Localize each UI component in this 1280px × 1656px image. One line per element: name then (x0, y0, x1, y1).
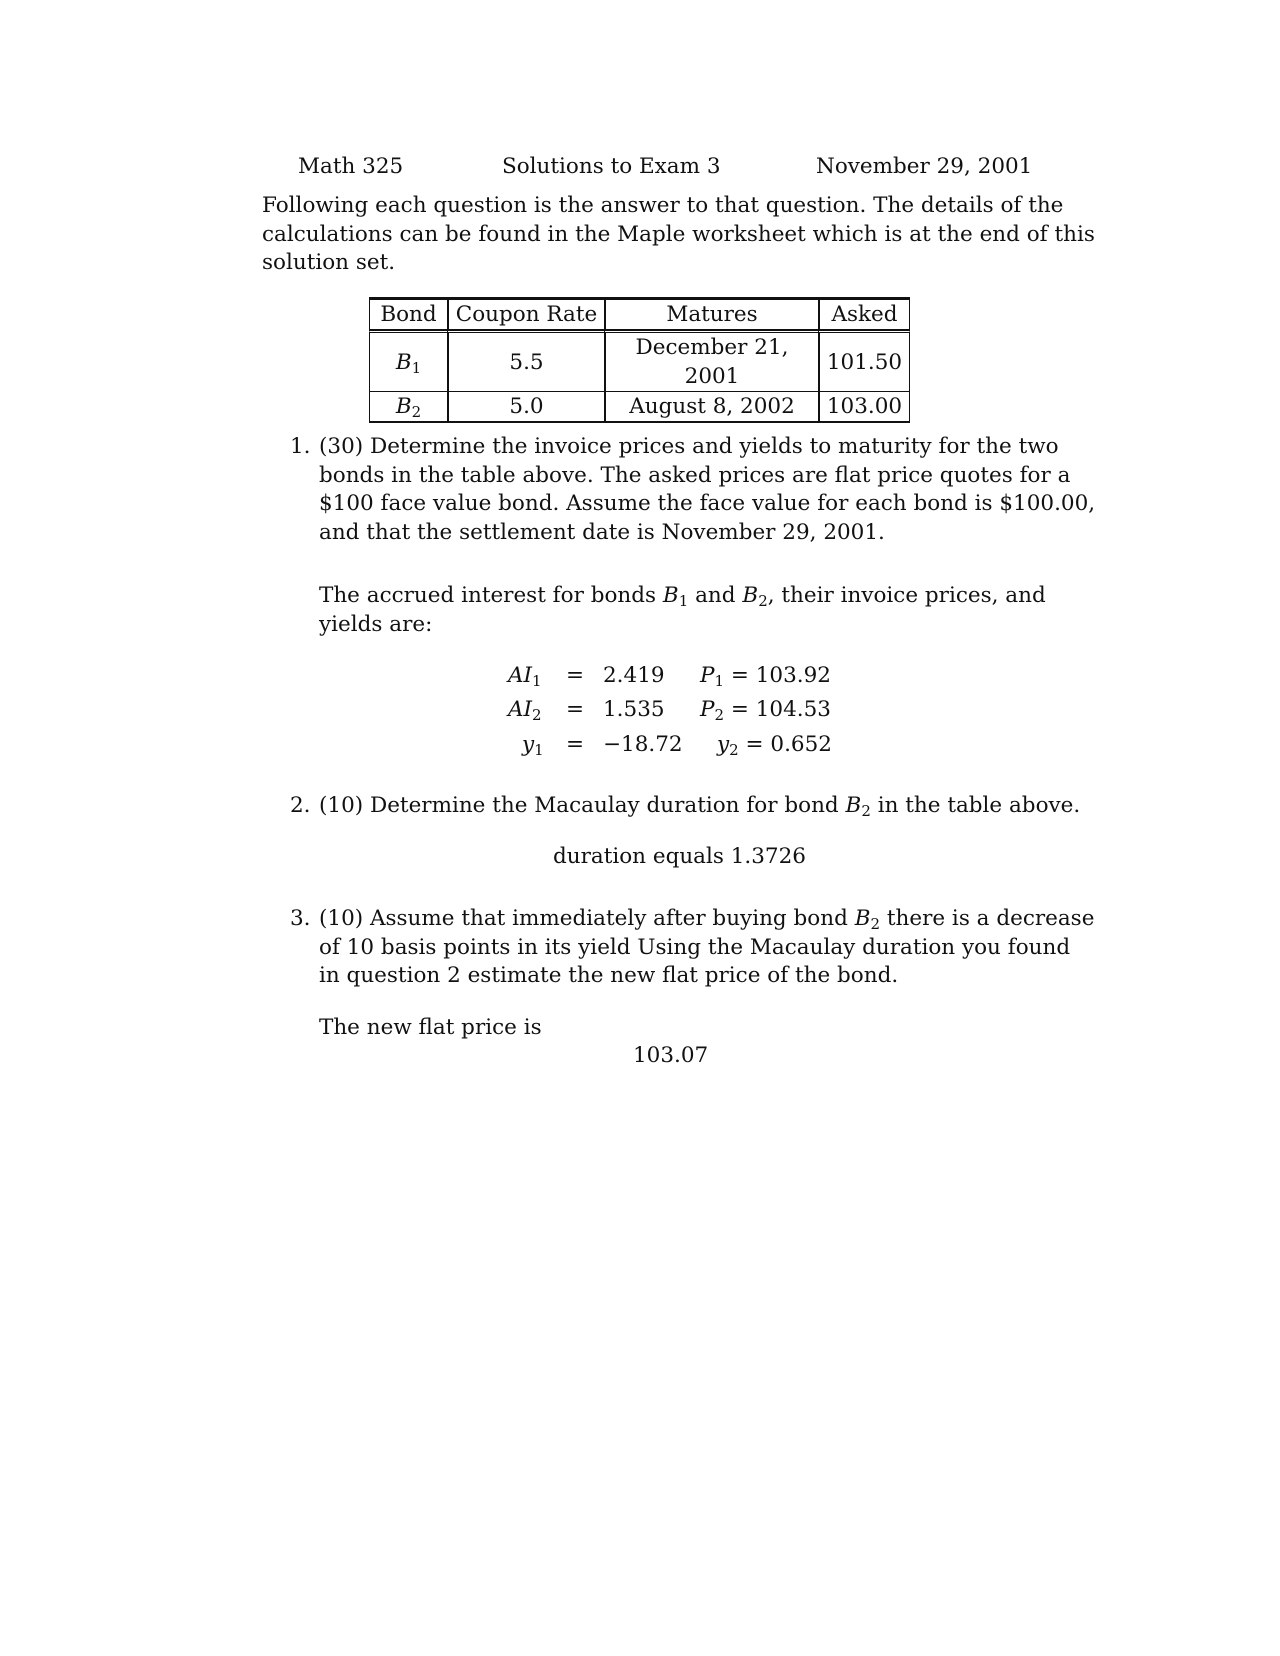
exam-date: November 29, 2001 (816, 154, 1033, 179)
col-header-coupon-rate: Coupon Rate (447, 298, 604, 330)
question-line: of 10 basis points in its yield Using the Macaulay duration you found (319, 934, 1071, 960)
question-number: 2. (290, 793, 311, 818)
question-2-answer: duration equals 1.3726 (553, 844, 806, 869)
ai1-label: $AI_1$ (508, 663, 542, 690)
y1-label: $y_1$ (522, 732, 544, 759)
intro-paragraph (262, 192, 1095, 278)
answer-intro-line: The accrued interest for bonds $B_1$ and $B_2$, their invoice prices, and (319, 583, 1046, 610)
equals-sign: = (566, 697, 585, 722)
question-line: and that the settlement date is November 29, 2001. (319, 519, 885, 545)
cell-asked: 103.00 (818, 391, 910, 423)
intro-line: Following each question is the answer to that question. The details of the (262, 193, 1064, 218)
question-line: (10) Assume that immediately after buying bond $B_2$ there is a decrease (319, 906, 1095, 933)
col-header-asked: Asked (818, 298, 910, 330)
question-line: $100 face value bond. Assume the face value for each bond is $100.00, (319, 491, 1096, 516)
cell-matures: December 21, 2001 (604, 330, 818, 391)
ai2-label: $AI_2$ (508, 697, 542, 724)
ai1-value: 2.419 (603, 663, 665, 688)
p2-equation: $P_2 = 104.53$ (700, 697, 831, 724)
table-header-row (369, 298, 910, 330)
question-number: 3. (290, 906, 311, 931)
ai2-value: 1.535 (603, 697, 665, 722)
page-title: Solutions to Exam 3 (502, 154, 721, 179)
intro-line: calculations can be found in the Maple worksheet which is at the end of this (262, 221, 1095, 247)
cell-bond: $B_2$ (369, 391, 447, 423)
cell-coupon: 5.0 (447, 391, 604, 423)
cell-bond: $B_1$ (369, 330, 447, 391)
intro-line: solution set. (262, 250, 396, 275)
equals-sign: = (566, 732, 585, 757)
cell-matures: August 8, 2002 (604, 391, 818, 423)
y1-value: −18.72 (603, 732, 683, 757)
table-row (369, 391, 910, 423)
question-1-answer-intro (319, 582, 1046, 639)
equals-sign: = (566, 663, 585, 688)
question-3-answer-intro: The new flat price is (319, 1015, 542, 1040)
cell-coupon: 5.5 (447, 330, 604, 391)
table-row (369, 330, 910, 391)
p1-equation: $P_1 = 103.92$ (700, 663, 831, 690)
question-line: bonds in the table above. The asked prices are flat price quotes for a (319, 462, 1071, 488)
question-3-answer: 103.07 (633, 1043, 709, 1068)
y2-equation: $y_2 = 0.652$ (717, 732, 832, 759)
col-header-bond: Bond (369, 298, 447, 330)
question-line: in question 2 estimate the new flat price of the bond. (319, 963, 899, 988)
col-header-matures: Matures (604, 298, 818, 330)
bond-table (369, 298, 910, 423)
answer-intro-line: yields are: (319, 611, 433, 637)
cell-asked: 101.50 (818, 330, 910, 391)
question-1-text (319, 433, 1096, 547)
question-3-text (319, 905, 1095, 991)
question-number: 1. (290, 434, 311, 459)
course-name: Math 325 (298, 154, 404, 179)
question-line: (30) Determine the invoice prices and yields to maturity for the two (319, 434, 1059, 459)
question-2-text: (10) Determine the Macaulay duration for bond $B_2$ in the table above. (319, 793, 1081, 820)
